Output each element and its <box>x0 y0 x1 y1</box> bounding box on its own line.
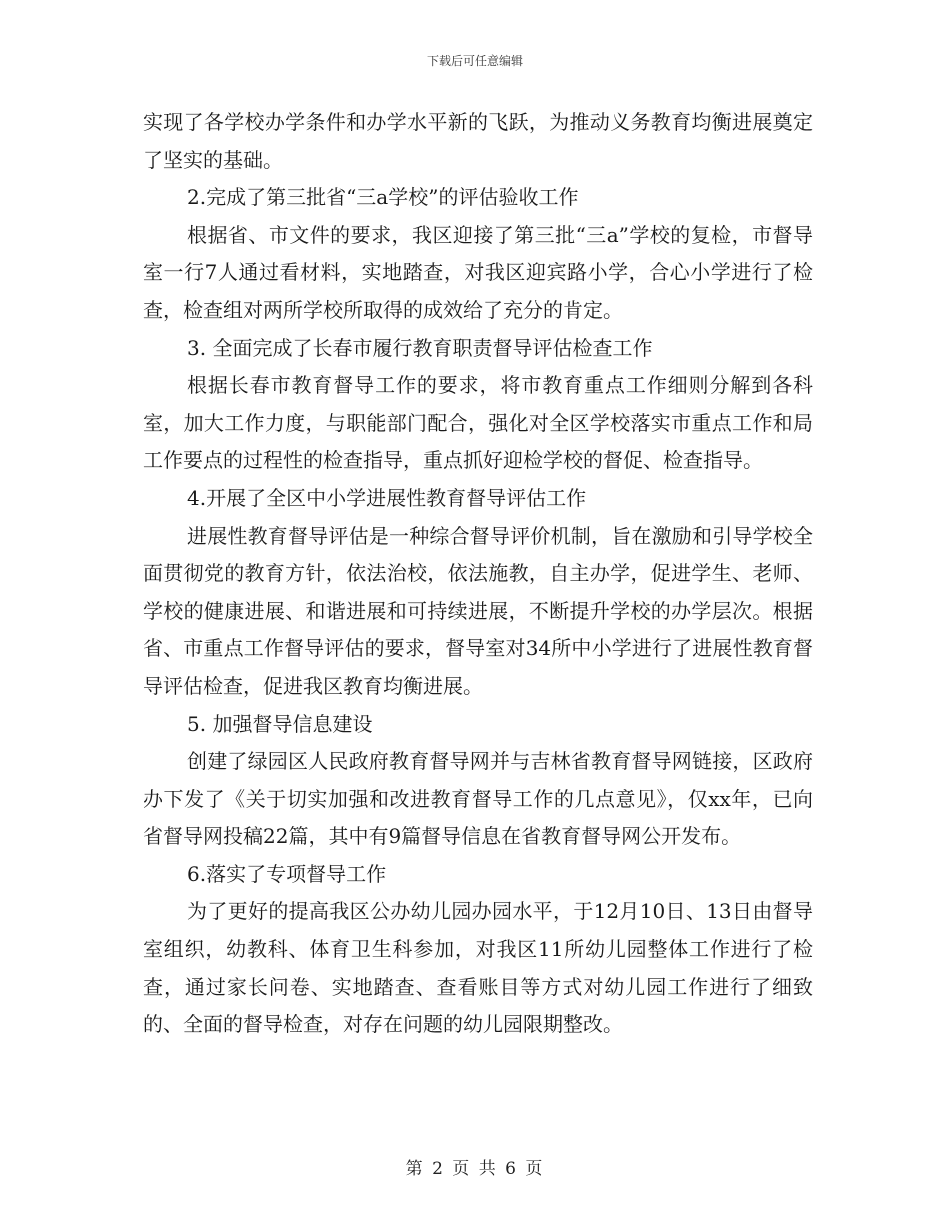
paragraph: 进展性教育督导评估是一种综合督导评价机制，旨在激励和引导学校全面贯彻党的教育方针，依法治校，依法施教，自主办学，促进学生、老师、学校的健康进展、和谐进展和可持续进展，不断提升学校的办学层次。根据省、市重点工作督导评估的要求，督导室对34所中小学进行了进展性教育督导评估检查，促进我区教育均衡进展。 <box>143 523 813 698</box>
paragraph: 为了更好的提高我区公办幼儿园办园水平，于12月10日、13日由督导室组织，幼教科、体育卫生科参加，对我区11所幼儿园整体工作进行了检查，通过家长问卷、实地踏查、查看账目等方式对幼儿园工作进行了细致的、全面的督导检查，对存在问题的幼儿园限期整改。 <box>143 899 813 1037</box>
section-heading: 6.落实了专项督导工作 <box>187 861 387 886</box>
paragraph: 根据省、市文件的要求，我区迎接了第三批“三a”学校的复检，市督导室一行7人通过看材料，实地踏查，对我区迎宾路小学，合心小学进行了检查，检查组对两所学校所取得的成效给了充分的肯定。 <box>143 222 813 322</box>
paragraph: 根据长春市教育督导工作的要求，将市教育重点工作细则分解到各科室，加大工作力度，与职能部门配合，强化对全区学校落实市重点工作和局工作要点的过程性的检查指导，重点抓好迎检学校的督促、检查指导。 <box>143 373 813 473</box>
page-header: 下载后可任意编辑 <box>426 54 523 68</box>
section-heading: 2.完成了第三批省“三a学校”的评估验收工作 <box>187 185 579 210</box>
page-number: 第 2 页 共 6 页 <box>405 1159 545 1179</box>
paragraph: 实现了各学校办学条件和办学水平新的飞跃，为推动义务教育均衡进展奠定了坚实的基础。 <box>143 110 813 172</box>
paragraph: 创建了绿园区人民政府教育督导网并与吉林省教育督导网链接，区政府办下发了《关于切实加强和改进教育督导工作的几点意见》，仅xx年，已向省督导网投稿22篇，其中有9篇督导信息在省教育督导网公开发布。 <box>143 749 813 849</box>
section-heading: 3. 全面完成了长春市履行教育职责督导评估检查工作 <box>187 335 653 360</box>
document-body <box>143 104 813 1044</box>
section-heading: 5. 加强督导信息建设 <box>187 711 373 736</box>
section-heading: 4.开展了全区中小学进展性教育督导评估工作 <box>187 485 587 510</box>
